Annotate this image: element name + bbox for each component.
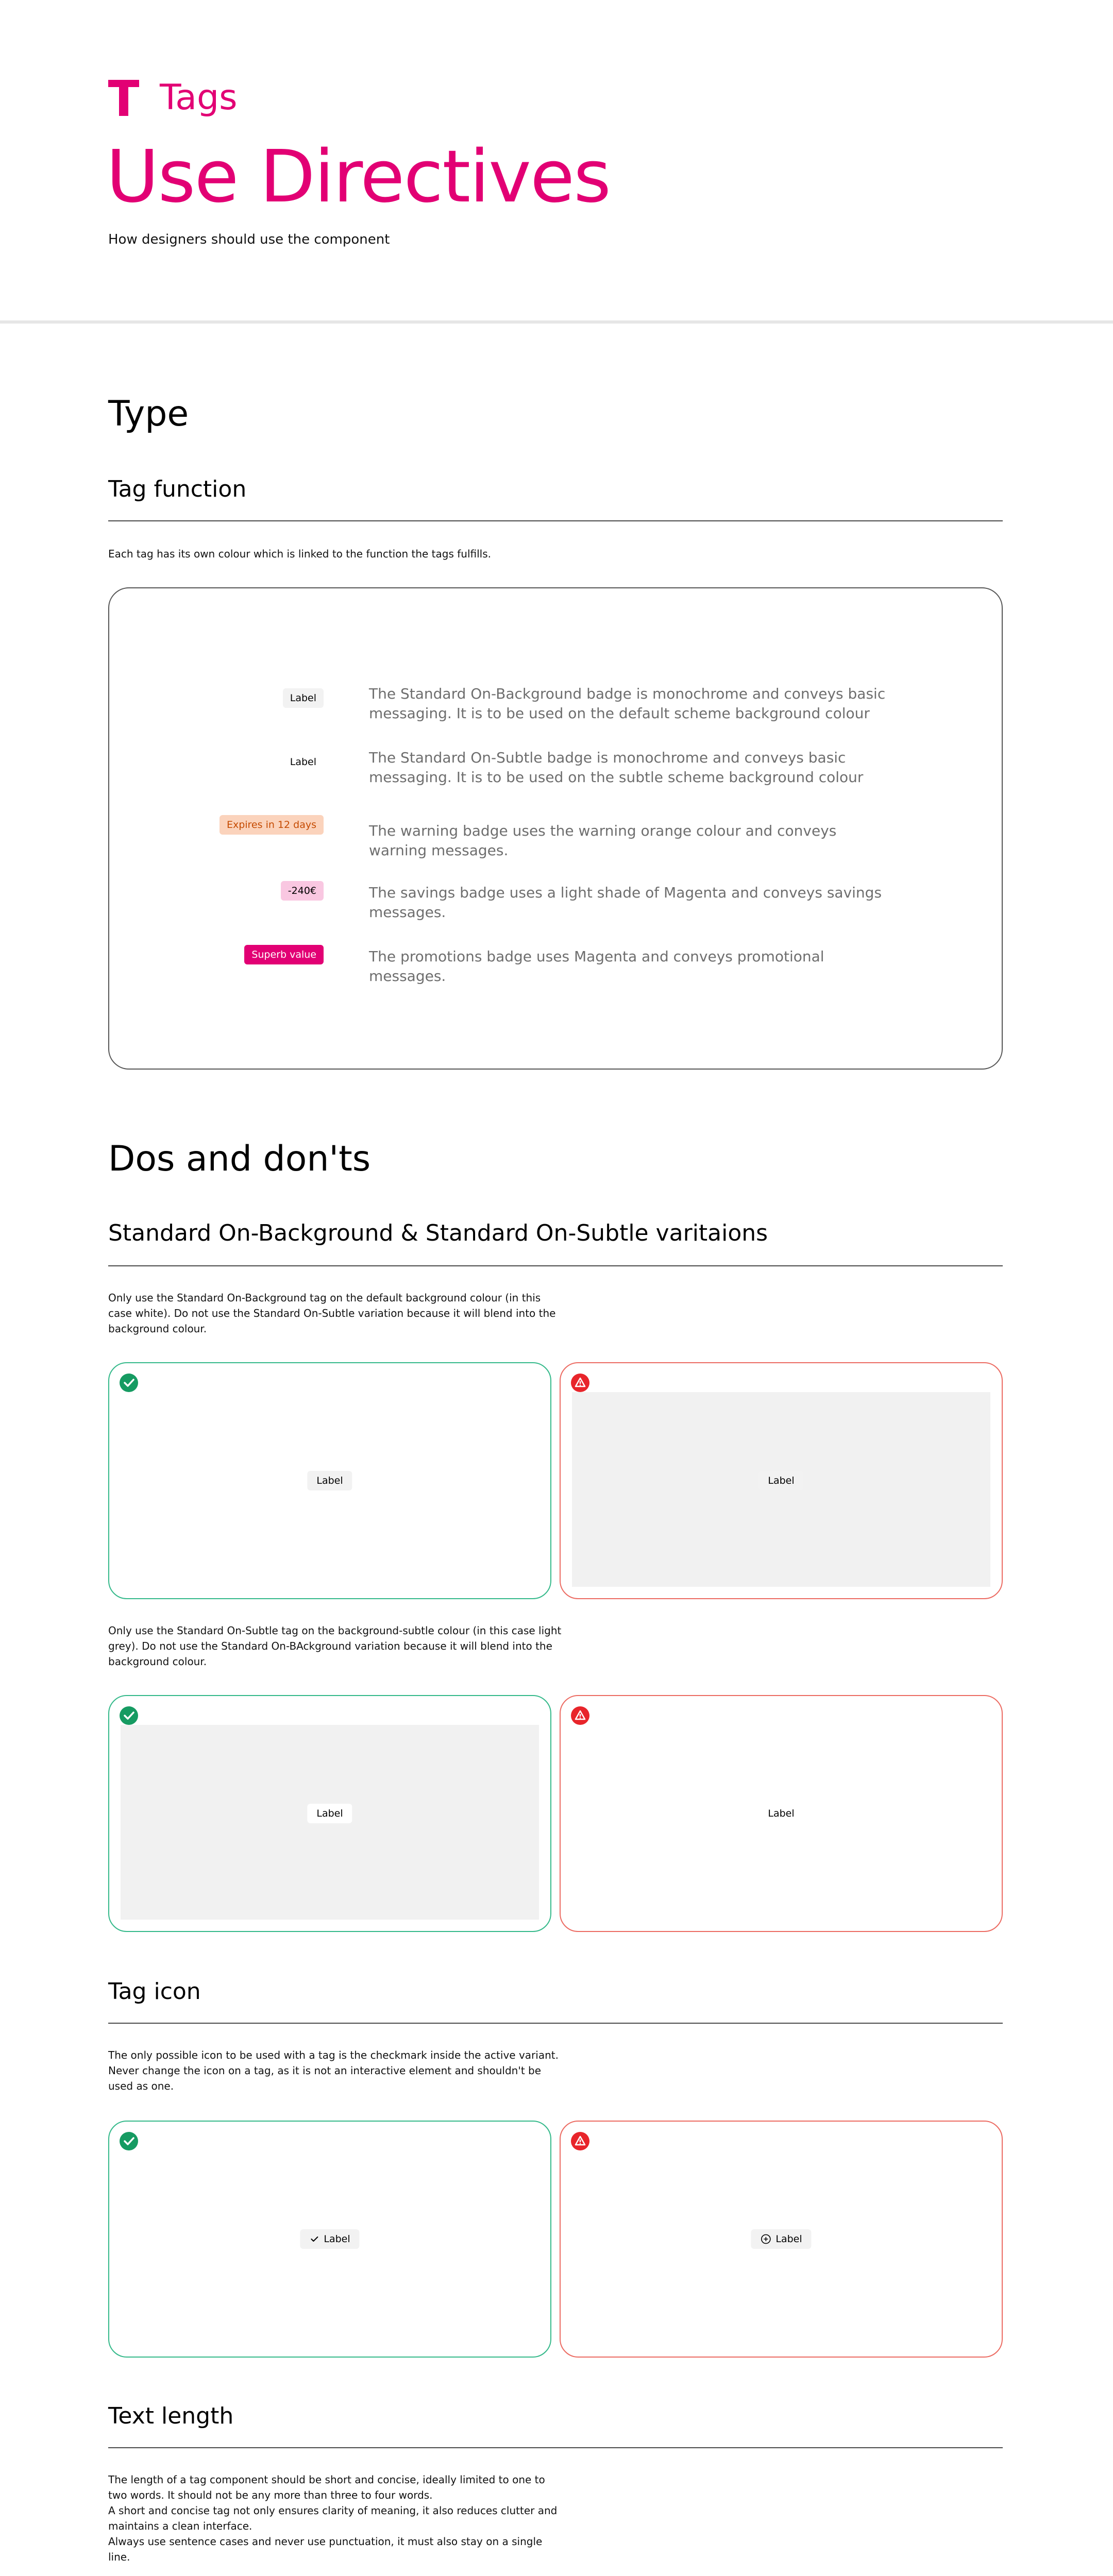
legend-description: The warning badge uses the warning orange colour and conveys warning messages. (369, 822, 837, 859)
type-heading: Type (108, 394, 189, 434)
legend-description: The savings badge uses a light shade of Magenta and conveys savings messages. (369, 884, 882, 921)
dont-card-on-background (560, 1695, 1003, 1932)
tag-promotion: Superb value (244, 945, 324, 964)
check-circle-icon (120, 1374, 138, 1392)
divider (108, 2023, 1003, 2024)
tag-with-checkmark (300, 2229, 359, 2249)
tag-label: Label (758, 1471, 803, 1490)
legend-description: The Standard On-Subtle badge is monochrome and conveys basic messaging. It is to be used on the subtle scheme background colour (369, 749, 864, 786)
tag-standard-on-background: Label (283, 688, 324, 708)
tag-label: Label (324, 2233, 350, 2245)
tag-standard-on-subtle: Label (283, 752, 324, 772)
check-circle-icon (120, 2132, 138, 2150)
brand (108, 77, 238, 118)
text-length-text-2: A short and concise tag not only ensures clarity of meaning, it also reduces clutter and maintains a clean interface. (108, 2504, 558, 2532)
tag-label: Label (307, 1471, 352, 1490)
tag-function-text: Each tag has its own colour which is linked to the function the tags fulfills. (108, 548, 492, 560)
warning-circle-icon (571, 2132, 589, 2150)
brand-name: Tags (160, 77, 238, 118)
text-length-text-3: Always use sentence cases and never use punctuation, it must also stay on a single line. (108, 2535, 543, 2563)
page-header (0, 0, 1113, 324)
tag-savings: -240€ (281, 881, 324, 901)
plus-circle-icon (760, 2233, 771, 2245)
tag-warning: Expires in 12 days (220, 815, 324, 835)
tag-with-plus-icon (751, 2229, 811, 2249)
do-card-checkmark-icon (108, 2121, 551, 2358)
tag-label: Label (758, 1804, 803, 1823)
divider (108, 2447, 1003, 2448)
page-title: Use Directives (106, 135, 611, 219)
tag-icon-text: The only possible icon to be used with a tag is the checkmark inside the active variant. Never change the icon on a tag, as it is not an interactive element and shouldn't be used as one. (108, 2049, 559, 2092)
dont-card-other-icon (560, 2121, 1003, 2358)
dont-card-on-subtle (560, 1362, 1003, 1599)
tag-function-legend (108, 587, 1003, 1070)
warning-circle-icon (571, 1374, 589, 1392)
text-length-text-1: The length of a tag component should be short and concise, ideally limited to one to two words. It should not be any more than three to four words. (108, 2473, 545, 2501)
page-subtitle: How designers should use the component (108, 232, 390, 247)
do-card-on-subtle (108, 1695, 551, 1932)
variations-text-1: Only use the Standard On-Background tag on the default background colour (in this case white). Do not use the Standard On-Subtle variation because it will blend into the background colour. (108, 1292, 556, 1335)
dos-donts-heading: Dos and don'ts (108, 1139, 371, 1179)
tag-icon-heading: Tag icon (108, 1978, 201, 2005)
text-length-heading: Text length (108, 2403, 234, 2429)
do-card-on-background (108, 1362, 551, 1599)
variations-text-2: Only use the Standard On-Subtle tag on the background-subtle colour (in this case light grey). Do not use the Standard On-BAckground variation because it will blend into the background colour. (108, 1624, 562, 1668)
check-circle-icon (120, 1706, 138, 1725)
checkmark-icon (309, 2234, 319, 2244)
divider (108, 1265, 1003, 1266)
tag-label: Label (775, 2233, 802, 2245)
tag-label: Label (307, 1804, 352, 1823)
legend-description: The promotions badge uses Magenta and conveys promotional messages. (369, 948, 824, 985)
tag-function-heading: Tag function (108, 476, 247, 502)
variations-heading: Standard On-Background & Standard On-Subtle varitaions (108, 1220, 768, 1246)
telekom-t-logo-icon (108, 80, 139, 116)
warning-circle-icon (571, 1706, 589, 1725)
divider (108, 520, 1003, 521)
legend-description: The Standard On-Background badge is monochrome and conveys basic messaging. It is to be used on the default scheme background colour (369, 685, 886, 722)
